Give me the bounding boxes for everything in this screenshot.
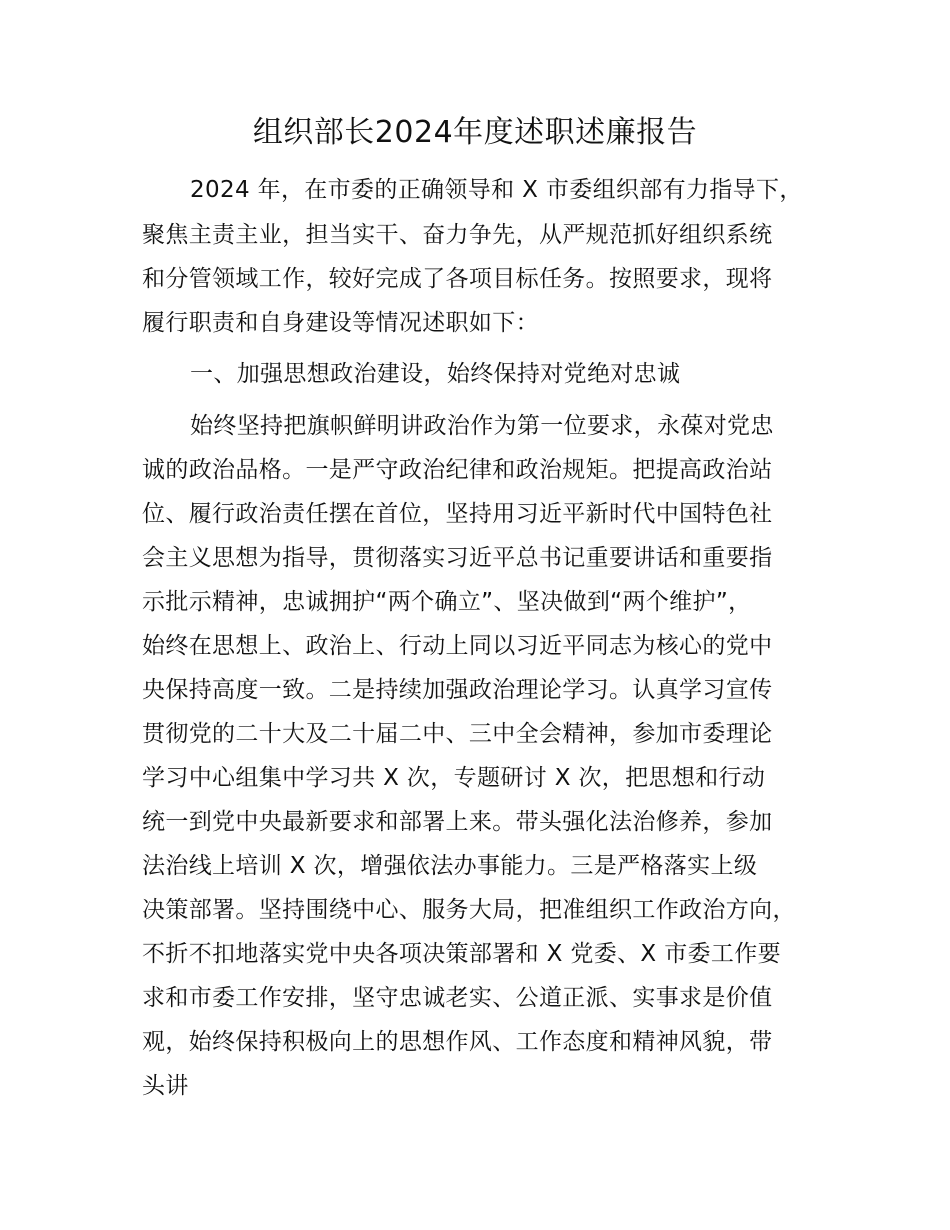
paragraph-line: 贯彻党的二十大及二十届二中、三中全会精神，参加市委理论: [142, 721, 773, 747]
document-title: 组织部长2024年度述职述廉报告: [252, 115, 698, 150]
paragraph-line: 求和市委工作安排，坚守忠诚老实、公道正派、实事求是价值: [142, 985, 773, 1011]
paragraph-line: 统一到党中央最新要求和部署上来。带头强化法治修养，参加: [142, 809, 773, 835]
paragraph-line: 始终坚持把旗帜鲜明讲政治作为第一位要求，永葆对党忠: [190, 413, 774, 439]
paragraph-line: 决策部署。坚持围绕中心、服务大局，把准组织工作政治方向，: [142, 897, 796, 923]
paragraph-line: 观，始终保持积极向上的思想作风、工作态度和精神风貌，带: [142, 1029, 773, 1055]
paragraph-line: 学习中心组集中学习共 X 次，专题研讨 X 次，把思想和行动: [142, 765, 766, 791]
paragraph-line: 不折不扣地落实党中央各项决策部署和 X 党委、X 市委工作要: [142, 941, 781, 967]
paragraph-line: 法治线上培训 X 次，增强依法办事能力。三是严格落实上级: [142, 853, 758, 879]
paragraph-line: 和分管领域工作，较好完成了各项目标任务。按照要求，现将: [142, 266, 773, 292]
paragraph-line: 央保持高度一致。二是持续加强政治理论学习。认真学习宣传: [142, 677, 773, 703]
section-heading: 一、加强思想政治建设，始终保持对党绝对忠诚: [190, 361, 681, 387]
paragraph-line: 履行职责和自身建设等情况述职如下：: [142, 310, 539, 336]
paragraph-line: 始终在思想上、政治上、行动上同以习近平同志为核心的党中: [142, 633, 773, 659]
paragraph-line: 位、履行政治责任摆在首位，坚持用习近平新时代中国特色社: [142, 501, 773, 527]
paragraph-line: 诚的政治品格。一是严守政治纪律和政治规矩。把提高政治站: [142, 457, 773, 483]
paragraph-line: 聚焦主责主业，担当实干、奋力争先，从严规范抓好组织系统: [142, 222, 773, 248]
paragraph-line: 头讲: [142, 1073, 189, 1099]
paragraph-line: 示批示精神，忠诚拥护“两个确立”、坚决做到“两个维护”，: [142, 589, 752, 615]
paragraph-line: 2024 年，在市委的正确领导和 X 市委组织部有力指导下，: [190, 177, 803, 203]
paragraph-line: 会主义思想为指导，贯彻落实习近平总书记重要讲话和重要指: [142, 545, 773, 571]
